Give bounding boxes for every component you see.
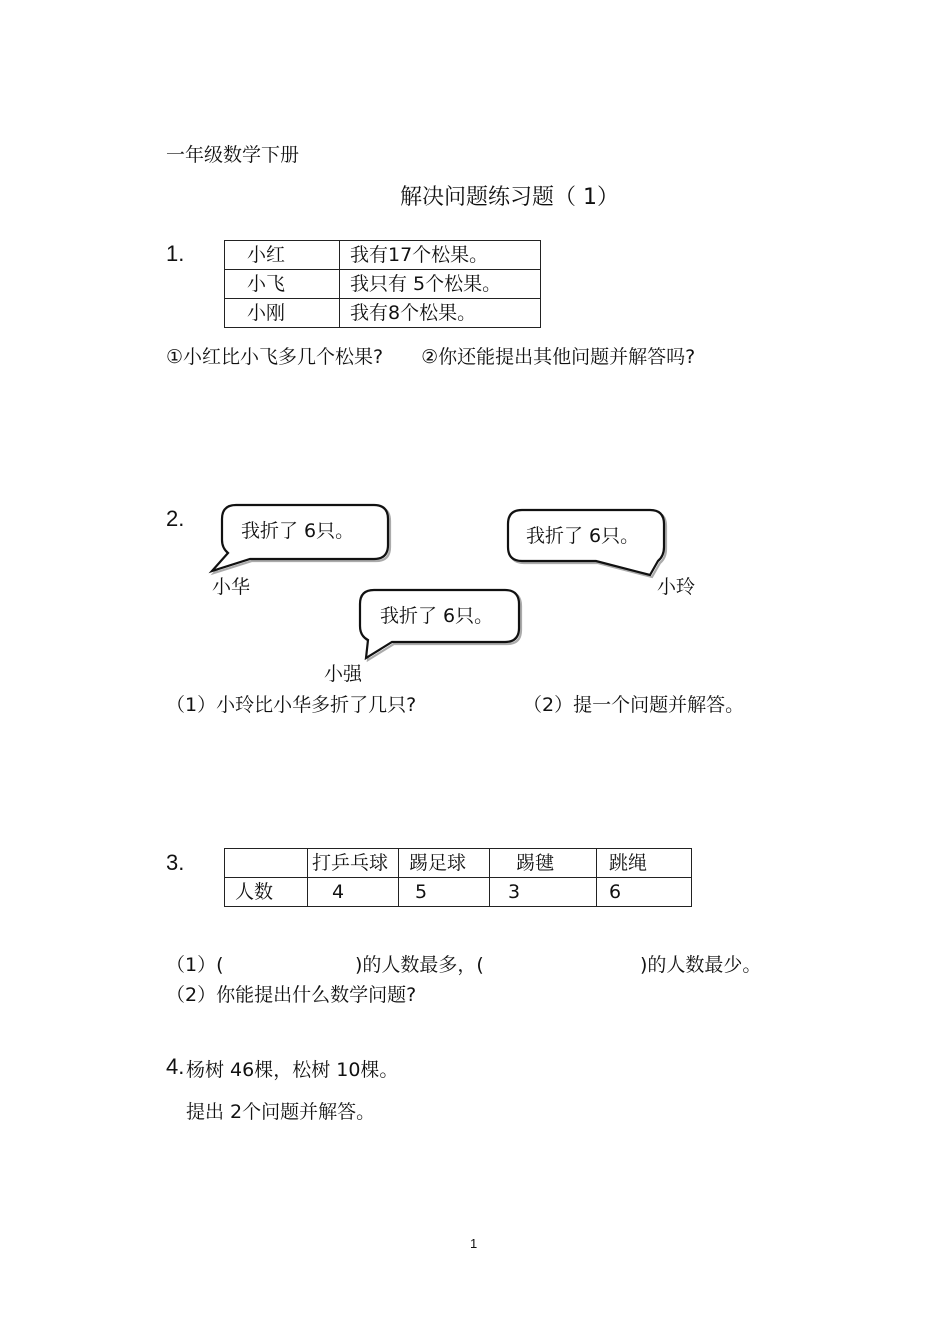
table-cell: 小飞 [225,270,340,299]
q2-subquestion-2: （2）提一个问题并解答。 [523,694,745,716]
q4-subquestion: 提出 2个问题并解答。 [186,1101,376,1123]
q4-text: 杨树 46棵，松树 10棵。 [186,1059,399,1081]
speaker-name: 小华 [212,576,251,598]
table-row [225,878,692,907]
question-3-number: 3. [166,850,185,875]
document-subtitle: 一年级数学下册 [166,144,300,166]
bubble-text: 我折了 6只。 [241,520,355,542]
q3-subquestion-1-end: )的人数最少。 [640,954,762,976]
table-cell: 人数 [225,878,308,907]
question-4-number: 4. [166,1054,185,1079]
q3-table [224,848,692,907]
page-number: 1 [470,1236,478,1251]
table-cell: 踢毽 [490,849,597,878]
table-cell [225,849,308,878]
table-cell: 3 [490,878,597,907]
table-cell: 我有17个松果。 [340,241,541,270]
table-cell: 我有8个松果。 [340,299,541,328]
q2-subquestion-1: （1）小玲比小华多折了几只? [166,694,417,716]
table-row [225,849,692,878]
table-cell: 小红 [225,241,340,270]
table-cell: 小刚 [225,299,340,328]
table-cell: 6 [597,878,692,907]
question-2-number: 2. [166,506,185,531]
table-cell: 4 [308,878,399,907]
page-title: 解决问题练习题（ 1） [400,185,619,210]
q3-subquestion-1-middle: )的人数最多，( [355,954,484,976]
bubble-text: 我折了 6只。 [526,525,640,547]
table-cell: 打乒乓球 [308,849,399,878]
q1-questions: ①小红比小飞多几个松果? ②你还能提出其他问题并解答吗? [166,346,696,368]
bubble-text: 我折了 6只。 [380,605,494,627]
q3-subquestion-2: （2）你能提出什么数学问题? [166,984,417,1006]
q3-subquestion-1-start: （1）( [166,954,224,976]
table-cell: 我只有 5个松果。 [340,270,541,299]
table-cell: 跳绳 [597,849,692,878]
table-cell: 踢足球 [399,849,490,878]
speaker-name: 小强 [324,663,363,685]
question-1-number: 1. [166,241,185,266]
table-cell: 5 [399,878,490,907]
speaker-name: 小玲 [657,576,696,598]
